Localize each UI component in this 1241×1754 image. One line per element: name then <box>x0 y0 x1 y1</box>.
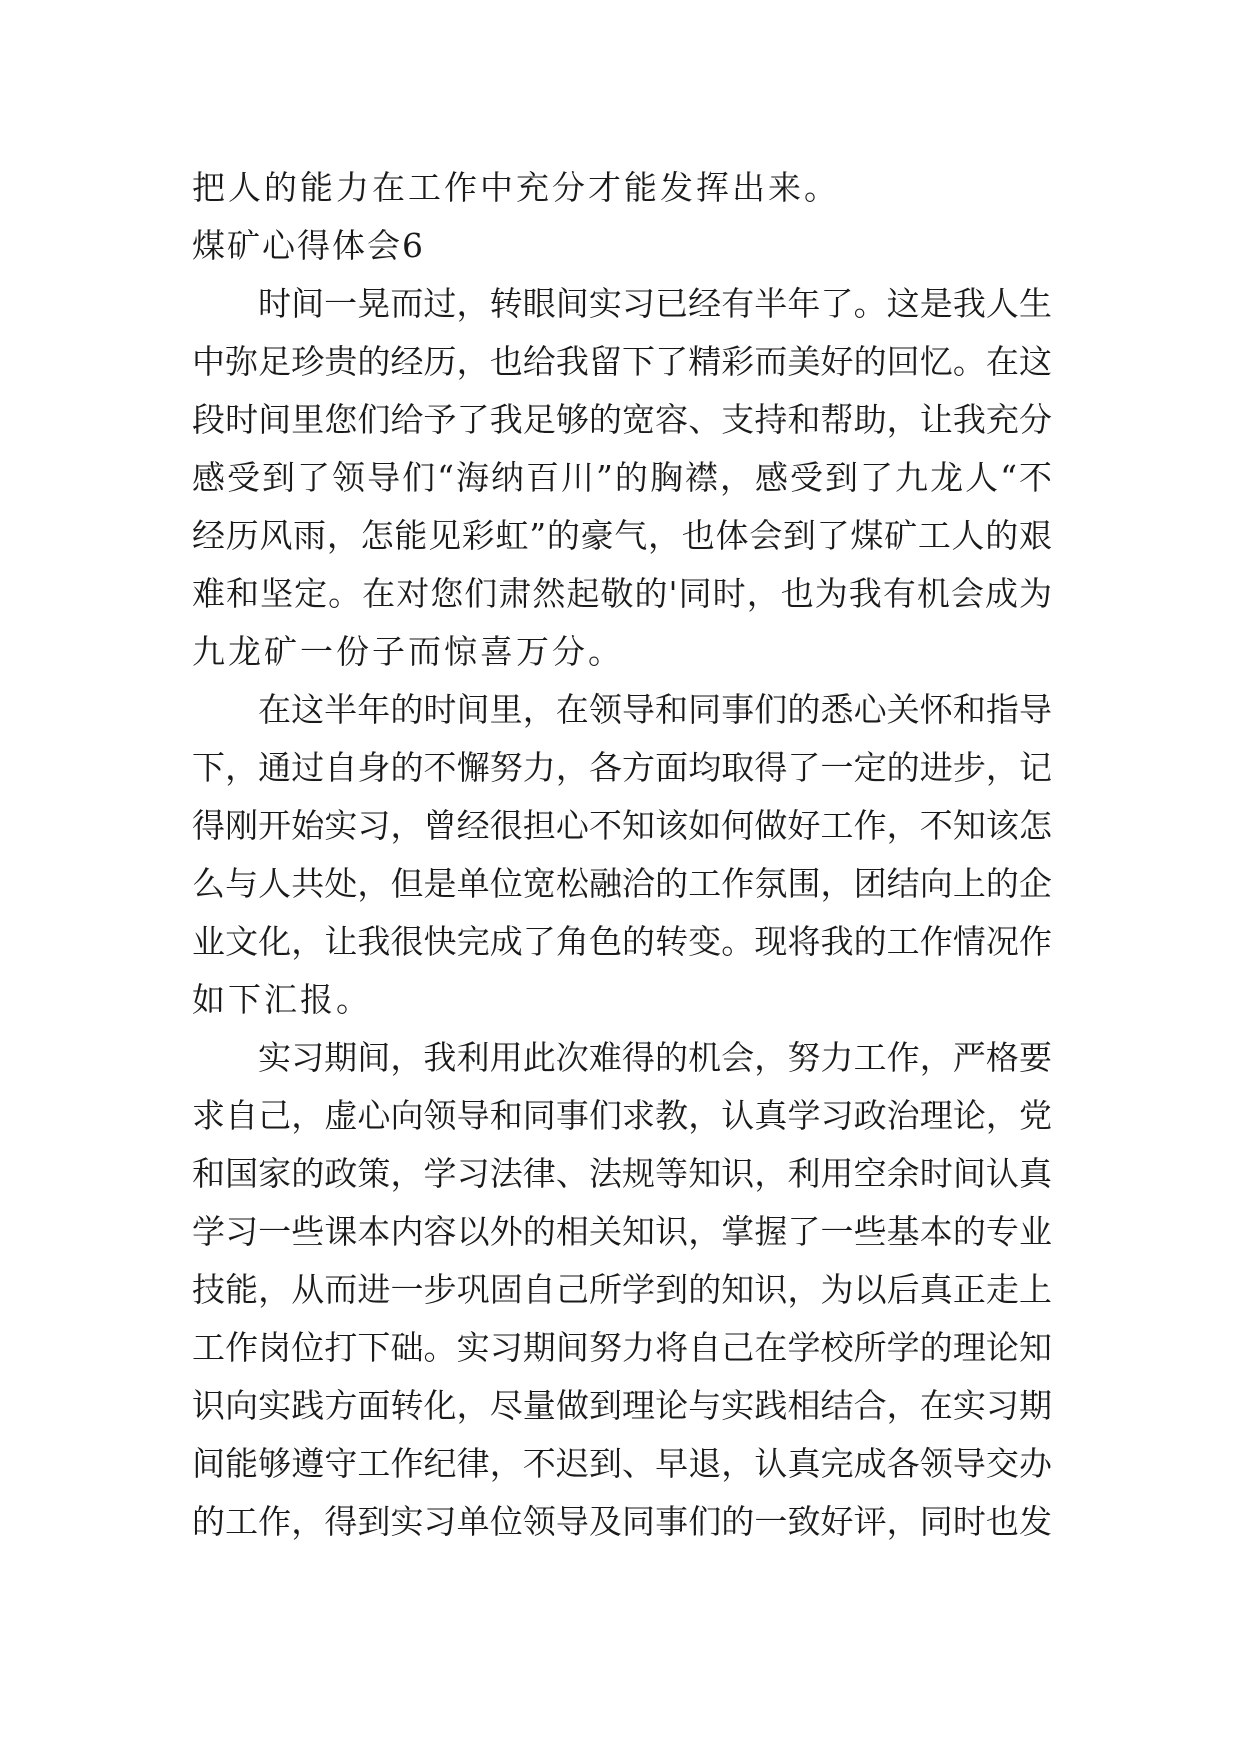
paragraph-line: 经历风雨，怎能见彩虹”的豪气，也体会到了煤矿工人的艰 <box>192 516 1052 555</box>
paragraph-line: 业文化，让我很快完成了角色的转变。现将我的工作情况作 <box>192 922 1052 961</box>
paragraph-line: 工作岗位打下础。实习期间努力将自己在学校所学的理论知 <box>192 1328 1052 1367</box>
paragraph-line: 九龙矿一份子而惊喜万分。 <box>192 632 624 671</box>
section-heading: 煤矿心得体会6 <box>192 226 425 265</box>
paragraph-line: 如下汇报。 <box>192 980 372 1019</box>
paragraph-line: 段时间里您们给予了我足够的宽容、支持和帮助，让我充分 <box>192 400 1052 439</box>
paragraph-line: 的工作，得到实习单位领导及同事们的一致好评，同时也发 <box>192 1502 1052 1541</box>
paragraph-line: 技能，从而进一步巩固自己所学到的知识，为以后真正走上 <box>192 1270 1052 1309</box>
paragraph-line: 得刚开始实习，曾经很担心不知该如何做好工作，不知该怎 <box>192 806 1052 845</box>
paragraph-line: 识向实践方面转化，尽量做到理论与实践相结合，在实习期 <box>192 1386 1052 1425</box>
paragraph-line: 求自己，虚心向领导和同事们求教，认真学习政治理论，党 <box>192 1096 1052 1135</box>
paragraph-line: 难和坚定。在对您们肃然起敬的'同时，也为我有机会成为 <box>192 574 1052 613</box>
paragraph-line: 时间一晃而过，转眼间实习已经有半年了。这是我人生 <box>258 284 1052 323</box>
paragraph-line: 和国家的政策，学习法律、法规等知识，利用空余时间认真 <box>192 1154 1052 1193</box>
paragraph-line: 间能够遵守工作纪律，不迟到、早退，认真完成各领导交办 <box>192 1444 1052 1483</box>
paragraph-line: 实习期间，我利用此次难得的机会，努力工作，严格要 <box>258 1038 1052 1077</box>
paragraph-line: 学习一些课本内容以外的相关知识，掌握了一些基本的专业 <box>192 1212 1052 1251</box>
paragraph-line: 么与人共处，但是单位宽松融洽的工作氛围，团结向上的企 <box>192 864 1052 903</box>
paragraph-line: 在这半年的时间里，在领导和同事们的悉心关怀和指导 <box>258 690 1052 729</box>
paragraph-line: 下，通过自身的不懈努力，各方面均取得了一定的进步，记 <box>192 748 1052 787</box>
text-line: 把人的能力在工作中充分才能发挥出来。 <box>192 168 840 207</box>
paragraph-line: 感受到了领导们“海纳百川”的胸襟，感受到了九龙人“不 <box>192 458 1052 497</box>
paragraph-line: 中弥足珍贵的经历，也给我留下了精彩而美好的回忆。在这 <box>192 342 1052 381</box>
